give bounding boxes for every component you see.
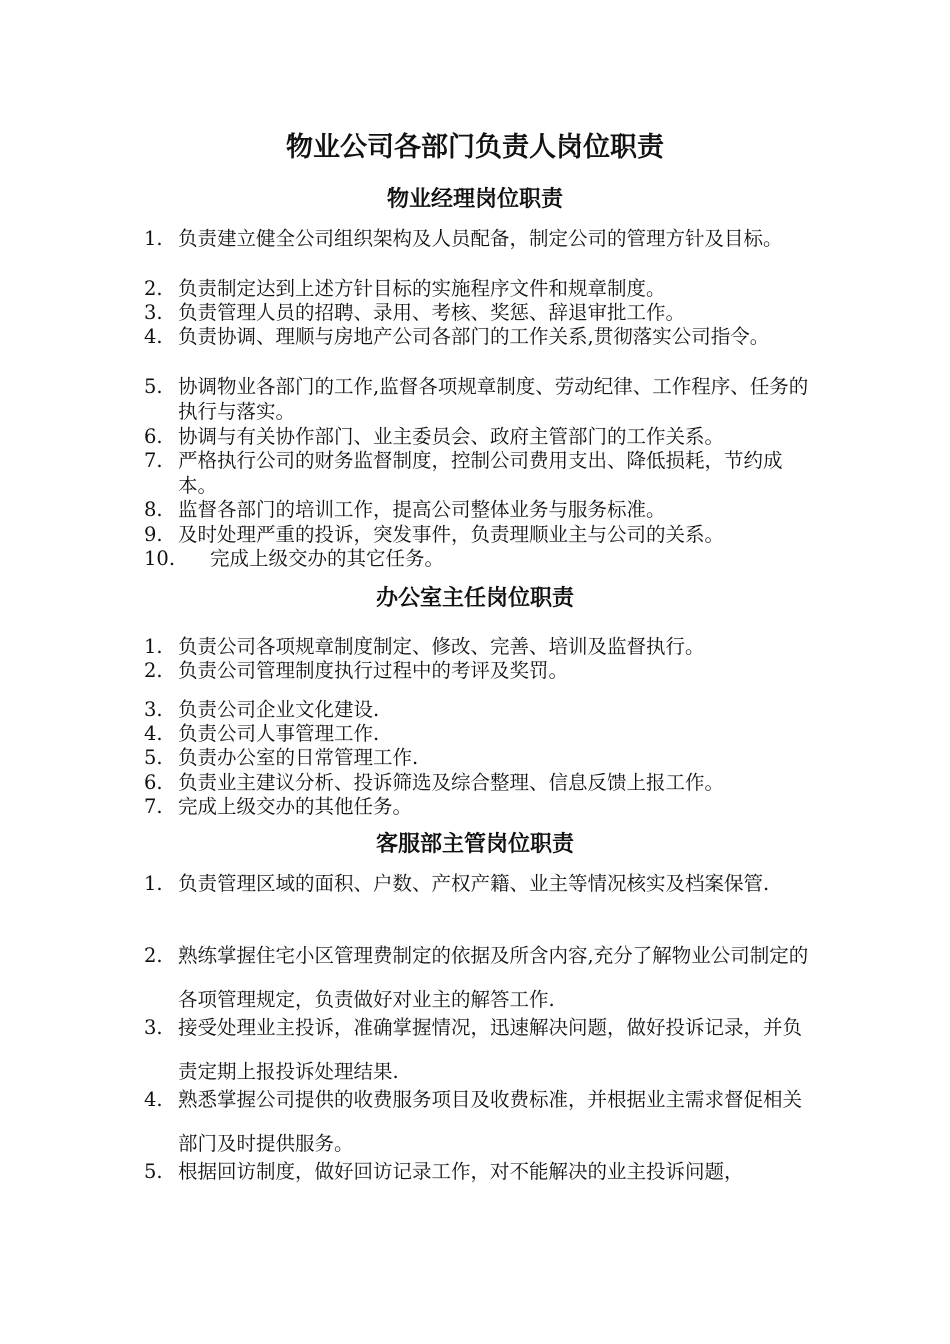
item-number: 5. <box>144 375 163 398</box>
item-number: 4. <box>144 325 163 348</box>
item-text: 负责公司管理制度执行过程中的考评及奖罚。 <box>178 659 569 682</box>
item-number: 7. <box>144 795 163 818</box>
item-text: 负责办公室的日常管理工作. <box>178 746 419 769</box>
item-text: 完成上级交办的其他任务。 <box>178 795 413 818</box>
item-number: 1. <box>144 872 163 895</box>
item-text: 负责公司人事管理工作. <box>178 722 380 745</box>
item-number: 9. <box>144 523 163 546</box>
item-text: 负责公司各项规章制度制定、修改、完善、培训及监督执行。 <box>178 635 705 658</box>
item-text: 及时处理严重的投诉，突发事件，负责理顺业主与公司的关系。 <box>178 523 725 546</box>
item-number: 10. <box>144 547 176 570</box>
item-number: 5. <box>144 1160 163 1183</box>
item-number: 4. <box>144 1088 163 1111</box>
item-text: 接受处理业主投诉，准确掌握情况，迅速解决问题，做好投诉记录，并负责定期上报投诉处理结果. <box>178 1016 803 1083</box>
item-text: 熟练掌握住宅小区管理费制定的依据及所含内容,充分了解物业公司制定的各项管理规定，负责做好对业主的解答工作. <box>178 944 809 1011</box>
item-number: 3. <box>144 1016 163 1039</box>
item-number: 6. <box>144 425 163 448</box>
item-text: 负责制定达到上述方针目标的实施程序文件和规章制度。 <box>178 277 666 300</box>
item-number: 1. <box>144 227 163 250</box>
item-number: 8. <box>144 498 163 521</box>
item-text: 协调物业各部门的工作,监督各项规章制度、劳动纪律、工作程序、任务的执行与落实。 <box>178 375 809 423</box>
item-text: 负责协调、理顺与房地产公司各部门的工作关系,贯彻落实公司指令。 <box>178 325 770 348</box>
item-text: 严格执行公司的财务监督制度，控制公司费用支出、降低损耗，节约成本。 <box>178 449 783 497</box>
item-number: 1. <box>144 635 163 658</box>
item-number: 3. <box>144 301 163 324</box>
item-text: 负责建立健全公司组织架构及人员配备，制定公司的管理方针及目标。 <box>178 227 783 250</box>
item-number: 5. <box>144 746 163 769</box>
item-text: 负责管理区域的面积、户数、产权产籍、业主等情况核实及档案保管. <box>178 872 770 895</box>
section-heading-manager: 物业经理岗位职责 <box>386 186 563 212</box>
item-number: 7. <box>144 449 163 472</box>
section-heading-office: 办公室主任岗位职责 <box>375 585 574 611</box>
item-number: 6. <box>144 771 163 794</box>
item-text: 负责管理人员的招聘、录用、考核、奖惩、辞退审批工作。 <box>178 301 686 324</box>
item-number: 2. <box>144 277 163 300</box>
item-text: 监督各部门的培训工作，提高公司整体业务与服务标准。 <box>178 498 666 521</box>
document-title: 物业公司各部门负责人岗位职责 <box>286 132 664 163</box>
item-text: 负责业主建议分析、投诉筛选及综合整理、信息反馈上报工作。 <box>178 771 725 794</box>
item-text: 负责公司企业文化建设. <box>178 698 380 721</box>
item-text: 熟悉掌握公司提供的收费服务项目及收费标准，并根据业主需求督促相关部门及时提供服务。 <box>178 1088 803 1155</box>
section-heading-customer-service: 客服部主管岗位职责 <box>375 831 574 857</box>
item-number: 2. <box>144 659 163 682</box>
item-number: 4. <box>144 722 163 745</box>
item-text: 完成上级交办的其它任务。 <box>210 547 445 570</box>
item-text: 根据回访制度，做好回访记录工作，对不能解决的业主投诉问题， <box>178 1160 744 1183</box>
item-text: 协调与有关协作部门、业主委员会、政府主管部门的工作关系。 <box>178 425 725 448</box>
item-number: 3. <box>144 698 163 721</box>
item-number: 2. <box>144 944 163 967</box>
